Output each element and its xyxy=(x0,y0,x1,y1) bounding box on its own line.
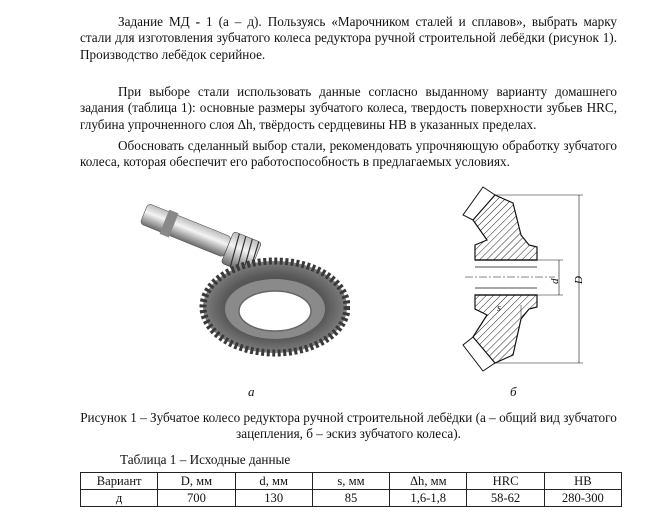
table-cell: 700 xyxy=(158,490,235,507)
selection-text: При выборе стали использовать данные согласно выданному варианту домашнего задания (таблица 1): основные размеры зубчатого колеса, твердость поверхности зубьев HRC, глубина упрочненного слоя Δh, твёрдость сердцевины HB в указанных пределах. xyxy=(80,84,617,132)
task-label: Задание МД xyxy=(118,14,190,29)
sketch-label-D: D xyxy=(573,276,585,284)
justification-paragraph xyxy=(80,138,617,171)
gear-sketch xyxy=(455,185,625,375)
table-header-cell: Δh, мм xyxy=(390,473,467,490)
sketch-label-d: d xyxy=(549,278,561,284)
table-cell: 130 xyxy=(235,490,312,507)
table-header-cell: Вариант xyxy=(81,473,158,490)
table-cell: 280-300 xyxy=(544,490,621,507)
task-text: 1 (а – д). Пользуясь «Марочником сталей и сплавов», выбрать марку стали для изготовления зубчатого колеса редуктора ручной строительной лебёдки (рисунок 1). Производство лебёдок серийное. xyxy=(80,14,618,62)
table-header-cell: HB xyxy=(544,473,621,490)
task-dash: - xyxy=(189,14,207,29)
table-cell: 85 xyxy=(312,490,389,507)
table-row xyxy=(81,490,622,507)
table-cell: д xyxy=(81,490,158,507)
table-header-cell: D, мм xyxy=(158,473,235,490)
table-title: Таблица 1 – Исходные данные xyxy=(120,452,291,467)
sketch-label-s: s xyxy=(497,303,501,314)
figure-label-b: б xyxy=(510,384,517,399)
table-header-cell: d, мм xyxy=(235,473,312,490)
figure-label-a: а xyxy=(248,384,255,399)
figure-caption: Рисунок 1 – Зубчатое колесо редуктора ручной строительной лебёдки (а – общий вид зубчатого зацепления, б – эскиз зубчатого колеса). xyxy=(80,410,617,442)
table-header-cell: s, мм xyxy=(312,473,389,490)
gear-photo xyxy=(140,195,350,365)
table-header-cell: HRC xyxy=(467,473,544,490)
task-paragraph xyxy=(80,14,617,63)
table-cell: 58-62 xyxy=(467,490,544,507)
selection-paragraph xyxy=(80,84,617,133)
table-header-row xyxy=(81,473,622,490)
justification-text: Обосновать сделанный выбор стали, рекомендовать упрочняющую обработку зубчатого колеса, которая обеспечит его работоспособность в предлагаемых условиях. xyxy=(80,138,617,170)
table-cell: 1,6-1,8 xyxy=(390,490,467,507)
source-data-table xyxy=(80,472,622,507)
